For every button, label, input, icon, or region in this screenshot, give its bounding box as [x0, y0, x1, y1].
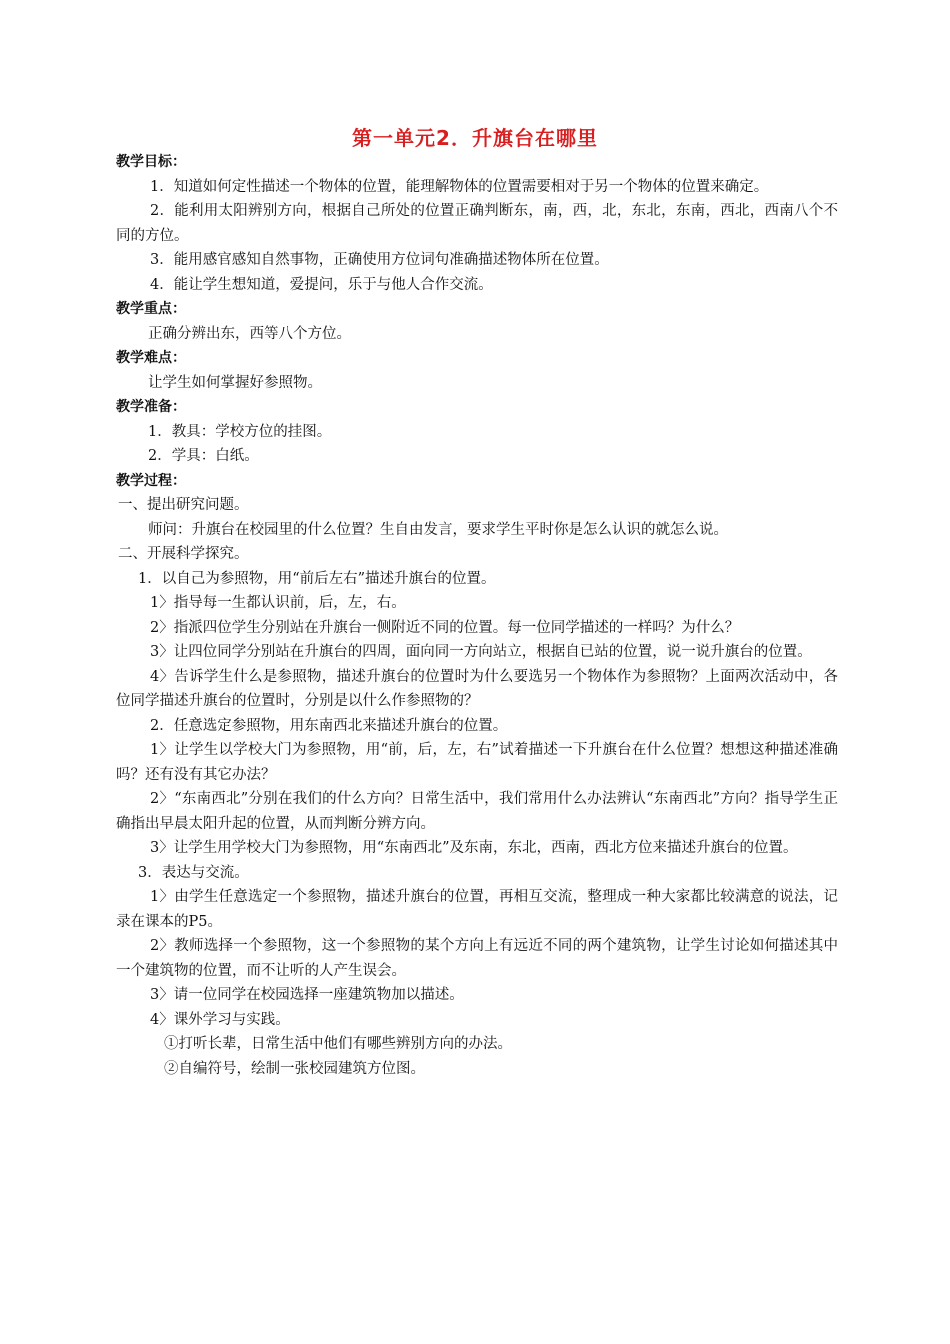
step-heading: 1．以自己为参照物，用“前后左右”描述升旗台的位置。: [138, 570, 496, 587]
step-item: 1〉指导每一生都认识前，后，左，右。: [150, 595, 406, 611]
goal-item: 4．能让学生想知道，爱提问，乐于与他人合作交流。: [150, 276, 493, 293]
preparation-heading: 教学准备：: [116, 399, 186, 415]
step-item: 4〉课外学习与实践。: [150, 1011, 290, 1028]
step-item: 2〉教师选择一个参照物，这一个参照物的某个方向上有远近不同的两个建筑物，让学生讨论如何描述其中一个建筑物的位置，而不让听的人产生误会。: [116, 938, 838, 979]
practice-item: ①打听长辈，日常生活中他们有哪些辨别方向的办法。: [164, 1036, 512, 1052]
step-heading: 2．任意选定参照物，用东南西北来描述升旗台的位置。: [150, 717, 508, 734]
step-item: 3〉请一位同学在校园选择一座建筑物加以描述。: [150, 987, 464, 1003]
step-item: 4〉告诉学生什么是参照物，描述升旗台的位置时为什么要选另一个物体作为参照物？上面两次活动中，各位同学描述升旗台的位置时，分别是以什么作参照物的？: [116, 668, 838, 709]
difficulties-text: 让学生如何掌握好参照物。: [148, 374, 322, 391]
step-item: 2〉“东南西北”分别在我们的什么方向？日常生活中，我们常用什么办法辨认“东南西北”方向？指导学生正确指出早晨太阳升起的位置，从而判断分辨方向。: [116, 791, 838, 832]
goal-item: 2．能利用太阳辨别方向，根据自己所处的位置正确判断东，南，西，北，东北，东南，西北，西南八个不同的方位。: [116, 203, 838, 244]
practice-item: ②自编符号，绘制一张校园建筑方位图。: [164, 1060, 425, 1077]
preparation-item: 2．学具：白纸。: [148, 448, 259, 464]
goal-item: 3．能用感官感知自然事物，正确使用方位词句准确描述物体所在位置。: [150, 252, 609, 268]
process-heading: 教学过程：: [116, 472, 186, 489]
goals-heading: 教学目标：: [116, 154, 186, 170]
step-item: 3〉让四位同学分别站在升旗台的四周，面向同一方向站立，根据自已站的位置，说一说升旗台的位置。: [150, 644, 812, 660]
page-title: 第一单元2．升旗台在哪里: [352, 126, 598, 150]
section-heading: 一、提出研究问题。: [118, 497, 249, 513]
step-item: 3〉让学生用学校大门为参照物，用“东南西北”及东南，东北，西南，西北方位来描述升旗台的位置。: [150, 840, 798, 856]
document-body: [116, 150, 838, 1081]
key-points-heading: 教学重点：: [116, 301, 186, 317]
goal-item: 1．知道如何定性描述一个物体的位置，能理解物体的位置需要相对于另一个物体的位置来确定。: [150, 178, 769, 195]
step-item: 1〉由学生任意选定一个参照物，描述升旗台的位置，再相互交流，整理成一种大家都比较满意的说法，记录在课本的P5。: [116, 889, 838, 930]
step-heading: 3．表达与交流。: [138, 864, 249, 881]
step-item: 1〉让学生以学校大门为参照物，用“前，后，左，右”试着描述一下升旗台在什么位置？想想这种描述准确吗？还有没有其它办法？: [116, 742, 838, 783]
section-text: 师问：升旗台在校园里的什么位置？生自由发言，要求学生平时你是怎么认识的就怎么说。: [148, 521, 728, 538]
difficulties-heading: 教学难点：: [116, 350, 186, 366]
preparation-item: 1．教具：学校方位的挂图。: [148, 423, 332, 440]
step-item: 2〉指派四位学生分别站在升旗台一侧附近不同的位置。每一位同学描述的一样吗？为什么？: [150, 619, 740, 636]
key-points-text: 正确分辨出东，西等八个方位。: [148, 325, 351, 342]
section-heading: 二、开展科学探究。: [118, 546, 249, 562]
